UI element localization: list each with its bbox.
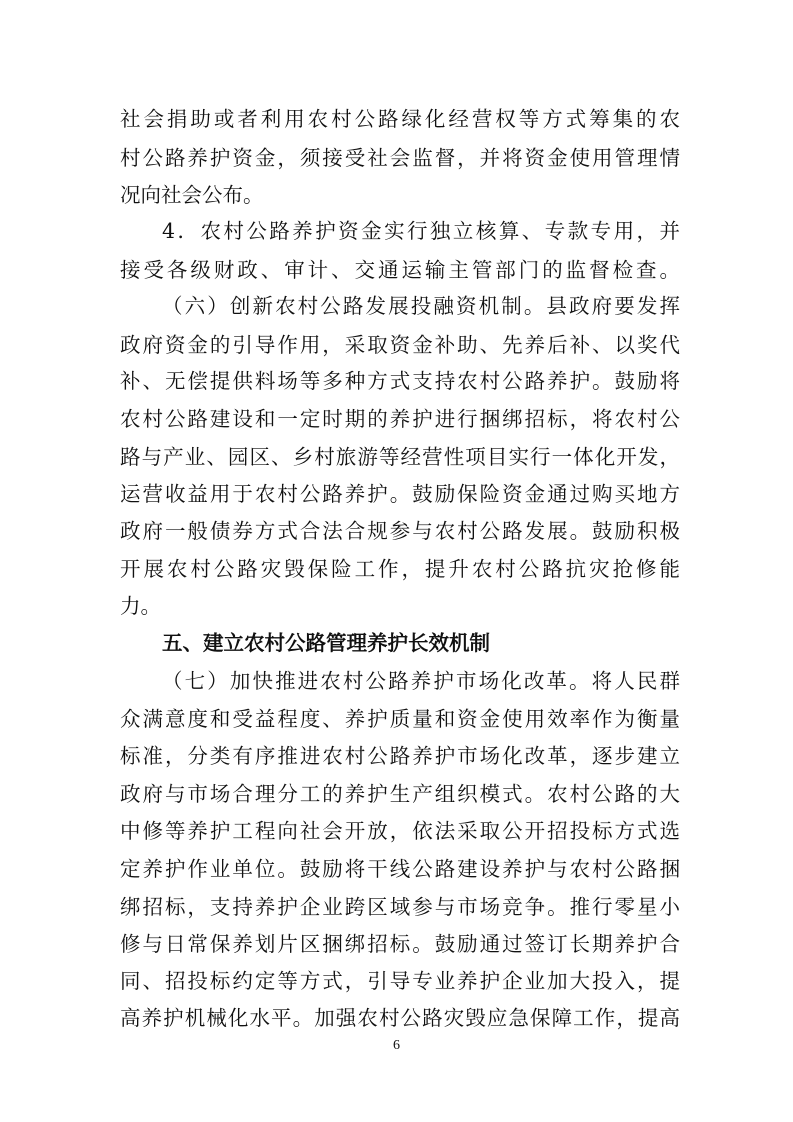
paragraph-line: 路与产业、园区、乡村旅游等经营性项目实行一体化开发， — [120, 445, 680, 469]
section-heading: 五、建立农村公路管理养护长效机制 — [162, 631, 490, 655]
paragraph-line: 村公路养护资金，须接受社会监督，并将资金使用管理情 — [120, 146, 680, 170]
paragraph-line: 力。 — [120, 594, 161, 618]
paragraph-line: 众满意度和受益程度、养护质量和资金使用效率作为衡量 — [120, 707, 680, 731]
paragraph-line: 中修等养护工程向社会开放，依法采取公开招投标方式选 — [120, 819, 680, 843]
paragraph-line: 开展农村公路灾毁保险工作，提升农村公路抗灾抢修能 — [120, 557, 680, 581]
paragraph-line: 同、招投标约定等方式，引导专业养护企业加大投入，提 — [120, 969, 680, 993]
paragraph-line: 高养护机械化水平。加强农村公路灾毁应急保障工作，提高 — [120, 1006, 680, 1030]
paragraph-line: 政府一般债券方式合法合规参与农村公路发展。鼓励积极 — [120, 519, 680, 543]
paragraph-line: 政府资金的引导作用，采取资金补助、先养后补、以奖代 — [120, 333, 680, 357]
paragraph-line: 况向社会公布。 — [120, 183, 264, 207]
paragraph-line: 修与日常保养划片区捆绑招标。鼓励通过签订长期养护合 — [120, 932, 680, 956]
paragraph-line: 4．农村公路养护资金实行独立核算、专款专用，并 — [162, 219, 680, 243]
paragraph-line: （六）创新农村公路发展投融资机制。县政府要发挥 — [162, 294, 680, 318]
paragraph-line: （七）加快推进农村公路养护市场化改革。将人民群 — [162, 669, 680, 693]
paragraph-line: 补、无偿提供料场等多种方式支持农村公路养护。鼓励将 — [120, 369, 680, 393]
paragraph-line: 农村公路建设和一定时期的养护进行捆绑招标，将农村公 — [120, 407, 680, 431]
paragraph-line: 接受各级财政、审计、交通运输主管部门的监督检查。 — [120, 258, 680, 282]
paragraph-line: 绑招标，支持养护企业跨区域参与市场竞争。推行零星小 — [120, 895, 680, 919]
paragraph-line: 运营收益用于农村公路养护。鼓励保险资金通过购买地方 — [120, 482, 680, 506]
page-number: 6 — [393, 1038, 400, 1053]
paragraph-line: 社会捐助或者利用农村公路绿化经营权等方式筹集的农 — [120, 107, 680, 131]
paragraph-line: 政府与市场合理分工的养护生产组织模式。农村公路的大 — [120, 782, 680, 806]
paragraph-line: 标准，分类有序推进农村公路养护市场化改革，逐步建立 — [120, 744, 680, 768]
paragraph-line: 定养护作业单位。鼓励将干线公路建设养护与农村公路捆 — [120, 857, 680, 881]
